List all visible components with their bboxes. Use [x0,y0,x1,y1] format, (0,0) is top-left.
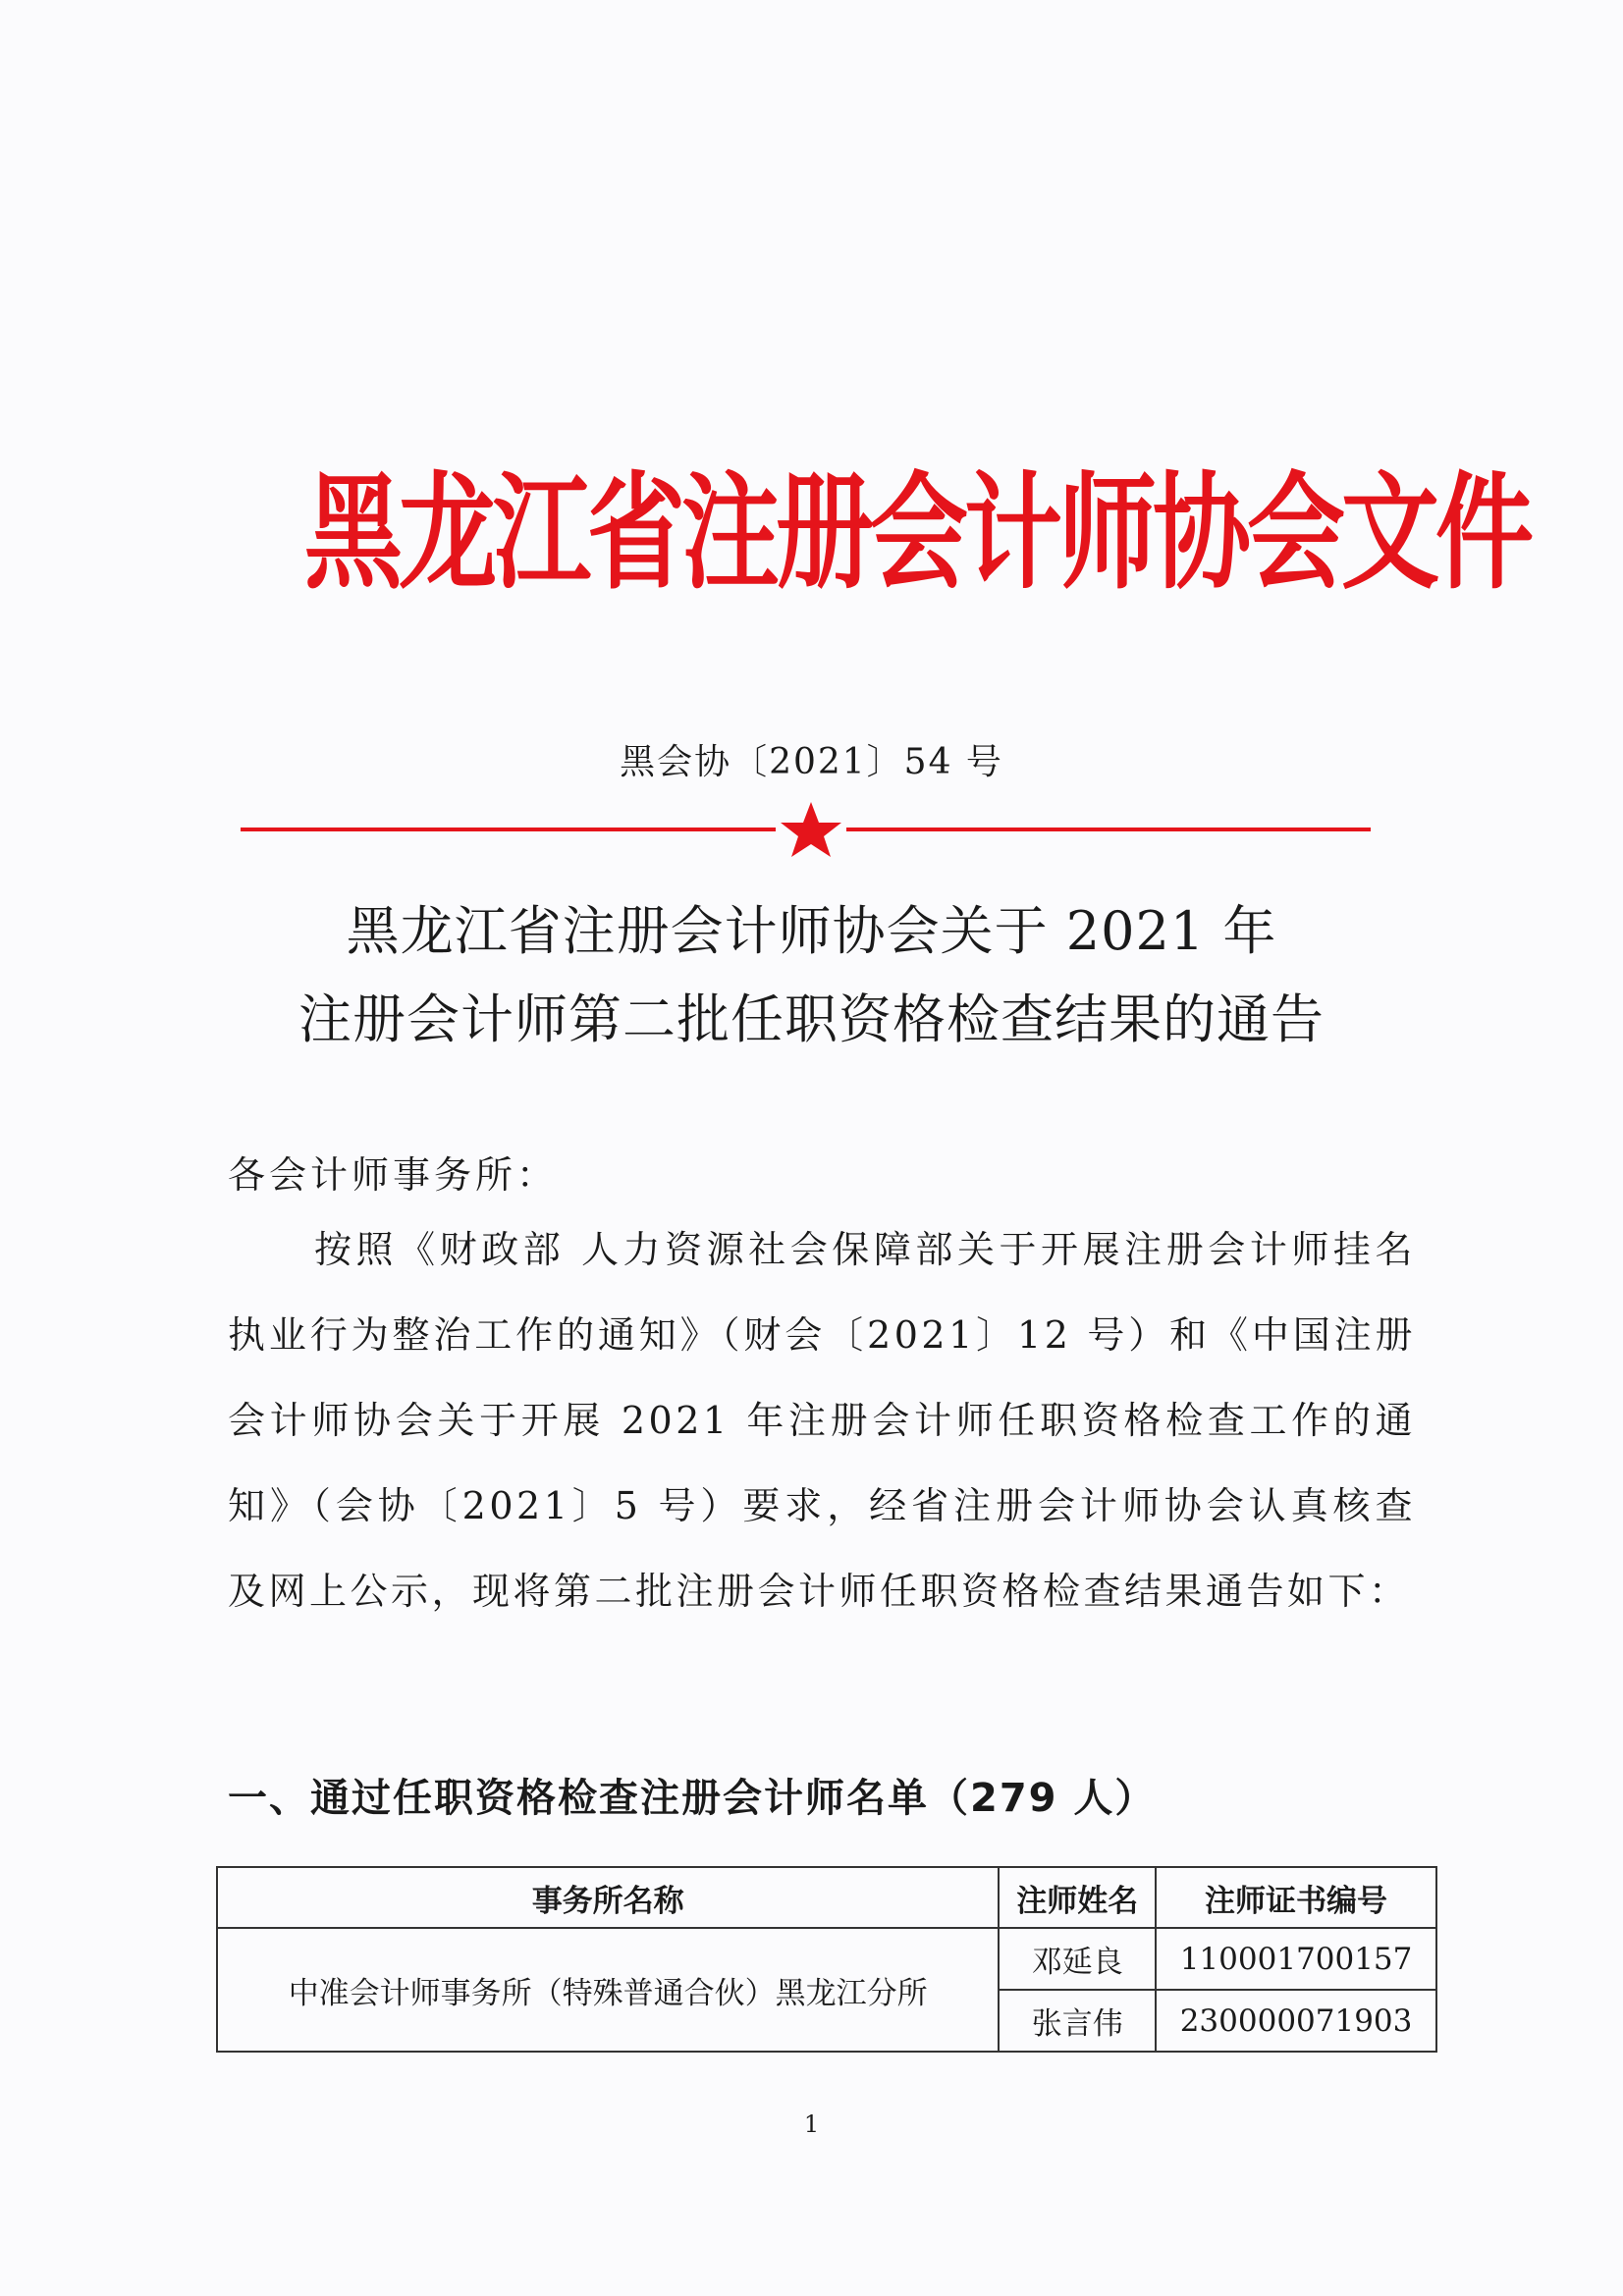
red-divider-right [846,828,1371,831]
cert-no-cell: 230000071903 [1156,1990,1436,2052]
section-heading-passed-list: 一、通过任职资格检查注册会计师名单（279 人） [228,1776,1157,1821]
table-header-row [217,1867,1436,1928]
cpa-name-cell: 邓延良 [999,1928,1156,1990]
column-header-firm: 事务所名称 [217,1867,999,1928]
cpa-name-cell: 张言伟 [999,1990,1156,2052]
red-divider-left [241,828,776,831]
salutation: 各会计师事务所： [228,1153,559,1197]
page-number: 1 [803,2110,820,2138]
body-paragraph: 按照《财政部 人力资源社会保障部关于开展注册会计师挂名执业行为整治工作的通知》（财会〔2021〕12 号）和《中国注册会计师协会关于开展 2021 年注册会计师任职资格检查工作的通知》（会协〔2021〕5 号）要求，经省注册会计师协会认真核查及网上公示，现将第二批注册会计师任职资格检查结果通告如下： [228,1228,1416,1613]
passed-cpa-table [216,1866,1437,2053]
column-header-cert-no: 注师证书编号 [1156,1867,1436,1928]
notice-title-line-1: 黑龙江省注册会计师协会关于 2021 年 [346,900,1277,962]
column-header-name: 注师姓名 [999,1867,1156,1928]
document-number: 黑会协〔2021〕54 号 [620,742,1003,782]
cert-no-cell: 110001700157 [1156,1928,1436,1990]
notice-title-line-2: 注册会计师第二批任职资格检查结果的通告 [298,988,1325,1050]
issuer-header-title: 黑龙江省注册会计师协会文件 [304,459,1530,607]
firm-name-cell: 中准会计师事务所（特殊普通合伙）黑龙江分所 [217,1928,999,2052]
red-star-icon [774,800,848,859]
table-row [217,1928,1436,1990]
